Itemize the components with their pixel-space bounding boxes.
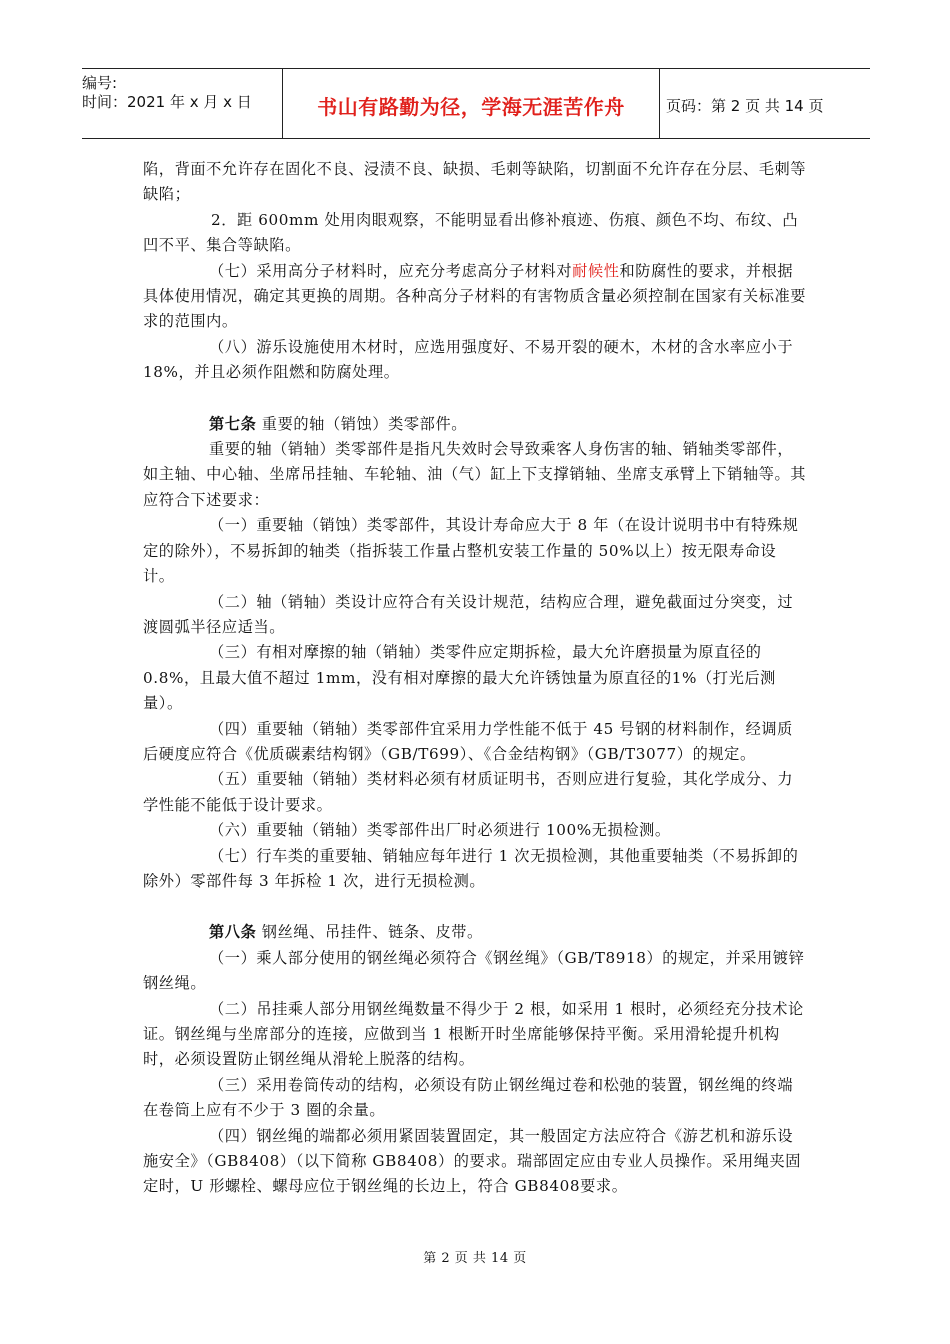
paragraph: （三）采用卷筒传动的结构，必须设有防止钢丝绳过卷和松弛的装置，钢丝绳的终端在卷筒上应有不少于 3 圈的余量。 <box>143 1075 794 1120</box>
paragraph: （四）钢丝绳的端都必须用紧固装置固定，其一般固定方法应符合《游艺机和游乐设施安全》（GB8408）（以下简称 GB8408）的要求。瑞部固定应由专业人员操作。采用绳夹固定时，U 形螺栓、螺母应位于钢丝绳的长边上，符合 GB8408要求。 <box>143 1126 802 1196</box>
paragraph: （四）重要轴（销轴）类零部件宜采用力学性能不低于 45 号钢的材料制作，经调质后硬度应符合《优质碳素结构钢》（GB/T699）、《合金结构钢》（GB/T3077）的规定。 <box>143 719 793 763</box>
article-number: 第八条 <box>209 923 257 942</box>
paragraph: （二）轴（销轴）类设计应符合有关设计规范，结构应合理，避免截面过分突变，过渡圆弧半径应适当。 <box>143 592 794 636</box>
paragraph: 陷，背面不允许存在固化不良、浸渍不良、缺损、毛刺等缺陷，切割面不允许存在分层、毛刺等缺陷； <box>143 160 807 204</box>
paragraph: 2．距 600mm 处用肉眼观察，不能明显看出修补痕迹、伤痕、颜色不均、布纹、凸凹不平、集合等缺陷。 <box>143 210 799 255</box>
paragraph: （一）乘人部分使用的钢丝绳必须符合《钢丝绳》（GB/T8918）的规定，并采用镀锌钢丝绳。 <box>143 948 805 993</box>
paragraph <box>143 259 807 335</box>
paragraph-text: 和防腐性的要求，并根据具体使用情况，确定其更换的周期。各种高分子材料的有害物质含量必须控制在国家有关标准要求的范围内。 <box>143 261 807 331</box>
paragraph: （二）吊挂乘人部分用钢丝绳数量不得少于 2 根，如采用 1 根时，必须经充分技术论证。钢丝绳与坐席部分的连接，应做到当 1 根断开时坐席能够保持平衡。采用滑轮提升机构时，必须设置防止钢丝绳从滑轮上脱落的结构。 <box>143 999 804 1069</box>
paragraph: （三）有相对摩擦的轴（销轴）类零件应定期拆检，最大允许磨损量为原直径的 0.8%，且最大值不超过 1mm，没有相对摩擦的最大允许锈蚀量为原直径的1%（打光后测量）。 <box>143 643 776 713</box>
page-footer: 第 2 页 共 14 页 <box>423 1251 527 1266</box>
header-motto: 书山有路勤为径，学海无涯苦作舟 <box>282 69 660 138</box>
document-body <box>143 157 807 1200</box>
document-number: 编号: <box>82 74 118 92</box>
article-heading <box>143 412 807 437</box>
paragraph-text: （七）采用高分子材料时，应充分考虑高分子材料对 <box>209 261 573 280</box>
article-number: 第七条 <box>209 414 257 433</box>
paragraph: 重要的轴（销轴）类零部件是指凡失效时会导致乘客人身伤害的轴、销轴类零部件，如主轴、中心轴、坐席吊挂轴、车轮轴、油（气）缸上下支撑销轴、坐席支承臂上下销轴等。其应符合下述要求： <box>143 440 807 509</box>
paragraph: （五）重要轴（销轴）类材料必须有材质证明书，否则应进行复验，其化学成分、力学性能不能低于设计要求。 <box>143 770 794 814</box>
header-meta <box>82 69 282 138</box>
document-date: 时间：2021 年 x 月 x 日 <box>82 93 252 111</box>
article-title: 钢丝绳、吊挂件、链条、皮带。 <box>256 923 483 942</box>
article-title: 重要的轴（销蚀）类零部件。 <box>256 414 468 433</box>
paragraph: （一）重要轴（销蚀）类零部件，其设计寿命应大于 8 年（在设计说明书中有特殊规定的除外），不易拆卸的轴类（指拆装工作量占整机安装工作量的 50%以上）按无限寿命设计。 <box>143 516 799 586</box>
paragraph: （六）重要轴（销轴）类零部件出厂时必须进行 100%无损检测。 <box>209 821 671 840</box>
page-header <box>82 68 870 139</box>
paragraph: （八）游乐设施使用木材时，应选用强度好、不易开裂的硬木，木材的含水率应小于 18%，并且必须作阻燃和防腐处理。 <box>143 337 794 382</box>
highlighted-term: 耐候性 <box>572 261 620 280</box>
paragraph: （七）行车类的重要轴、销轴应每年进行 1 次无损检测，其他重要轴类（不易拆卸的除外）零部件每 3 年拆检 1 次，进行无损检测。 <box>143 846 799 890</box>
article-heading <box>143 920 807 945</box>
header-page-number: 页码：第 2 页 共 14 页 <box>666 97 824 115</box>
